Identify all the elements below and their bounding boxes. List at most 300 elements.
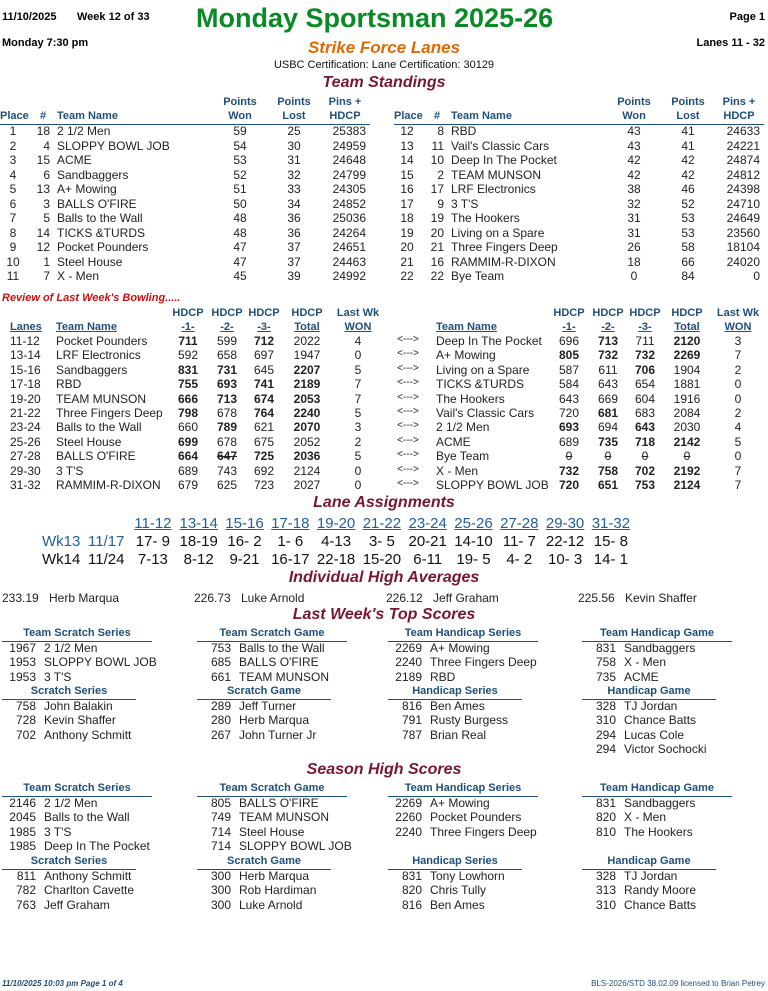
review-game-score: 718 — [634, 434, 656, 449]
score-value: 831 — [401, 869, 422, 883]
score-value: 2146 — [9, 796, 36, 810]
arrow-separator: <---> — [397, 348, 419, 360]
standings-team-number: 5 — [43, 211, 50, 225]
lane-pair-header: 29-30 — [545, 515, 585, 532]
review-game-score: 674 — [253, 391, 275, 406]
day-time: Monday 7:30 pm — [2, 37, 89, 49]
col-place: Place — [0, 110, 29, 122]
lane-pair-header: 21-22 — [362, 515, 402, 532]
score-name: Jeff Turner — [239, 699, 297, 713]
review-won: 5 — [734, 434, 742, 449]
lane-matchup: 22-12 — [545, 533, 585, 550]
score-value: 310 — [595, 713, 616, 728]
standings-team-name: Three Fingers Deep — [451, 240, 558, 254]
review-lanes: 13-14 — [10, 348, 41, 363]
standings-pins: 24305 — [332, 182, 366, 196]
standings-header-rule — [0, 124, 370, 125]
score-value: 294 — [595, 742, 616, 757]
standings-team-name: BALLS O'FIRE — [57, 196, 137, 211]
review-total: 2036 — [293, 449, 321, 464]
week-label: Wk13 — [42, 533, 81, 550]
score-name: 2 1/2 Men — [44, 641, 98, 655]
col-game: -3- — [638, 321, 652, 333]
standings-points-won: 59 — [233, 124, 247, 138]
standings-team-name: The Hookers — [451, 211, 520, 225]
review-game-score: 625 — [216, 478, 238, 492]
week-date: 11/24 — [88, 551, 125, 568]
standings-team-number: 6 — [43, 167, 50, 182]
score-name: Rob Hardiman — [239, 883, 317, 898]
review-game-score: 683 — [634, 406, 656, 420]
block-heading: Team Scratch Series — [23, 627, 131, 639]
standings-points-won: 51 — [233, 182, 247, 196]
standings-team-name: Sandbaggers — [57, 167, 129, 182]
score-value: 749 — [210, 810, 231, 825]
col-points-lost: Lost — [282, 110, 306, 122]
score-value: 328 — [595, 869, 616, 883]
standings-points-won: 48 — [233, 211, 247, 225]
review-total: 2030 — [673, 420, 701, 435]
standings-points-won: 42 — [627, 167, 641, 182]
col-hdcp: HDCP — [592, 307, 624, 319]
score-name: BALLS O'FIRE — [239, 796, 319, 810]
review-game-score: 592 — [177, 348, 199, 363]
standings-place: 4 — [9, 167, 17, 182]
standings-points-lost: 66 — [681, 254, 695, 269]
score-name: RBD — [430, 669, 456, 684]
standings-team-number: 22 — [430, 269, 444, 283]
block-heading: Team Scratch Game — [219, 627, 325, 639]
standings-points-won: 26 — [627, 240, 641, 254]
review-game-score: 732 — [558, 463, 580, 478]
standings-points-won: 43 — [627, 138, 641, 153]
report-date: 11/10/2025 — [2, 11, 57, 23]
standings-pins: 24649 — [726, 211, 760, 225]
standings-place: 19 — [400, 225, 414, 240]
review-team-name: Bye Team — [436, 449, 490, 464]
score-name: Pocket Pounders — [430, 810, 522, 825]
score-name: SLOPPY BOWL JOB — [44, 655, 157, 670]
standings-pins: 18104 — [726, 240, 760, 254]
standings-place: 11 — [6, 269, 20, 283]
review-game-score: 711 — [635, 334, 655, 348]
score-value: 300 — [210, 883, 231, 898]
score-name: 3 T'S — [44, 669, 72, 684]
footer-right: BLS-2026/STD 38.02.09 licensed to Brian Petrey — [591, 979, 765, 988]
review-won: 7 — [734, 348, 742, 363]
score-value: 661 — [210, 669, 231, 684]
standings-pins: 24799 — [332, 167, 366, 182]
standings-pins: 24264 — [332, 225, 366, 240]
standings-pins: 0 — [753, 269, 760, 283]
review-lanes: 29-30 — [10, 463, 41, 478]
review-game-score: 712 — [253, 334, 275, 348]
review-game-score: 643 — [558, 391, 580, 406]
standings-place: 21 — [400, 254, 414, 269]
score-name: Rusty Burgess — [430, 713, 509, 728]
review-won: 5 — [354, 362, 362, 377]
col-game: -3- — [257, 321, 271, 333]
review-lanes: 23-24 — [10, 420, 41, 435]
standings-points-lost: 41 — [681, 124, 695, 138]
standings-team-name: Deep In The Pocket — [451, 153, 557, 167]
col-pins-hdcp: Pins + — [722, 96, 756, 108]
standings-points-lost: 37 — [287, 240, 301, 254]
review-game-score: 699 — [177, 434, 199, 449]
col-pins-hdcp: HDCP — [723, 110, 755, 122]
col-hdcp: HDCP — [291, 307, 323, 319]
review-team-name: RBD — [56, 377, 82, 392]
standings-team-number: 16 — [430, 254, 444, 269]
standings-team-number: 14 — [36, 225, 50, 240]
score-value: 758 — [595, 655, 616, 670]
block-heading: Handicap Game — [607, 685, 691, 697]
block-heading: Handicap Series — [412, 685, 498, 697]
review-game-score: 669 — [597, 391, 619, 406]
standings-pins: 24398 — [726, 182, 760, 196]
standings-team-number: 17 — [430, 182, 444, 196]
high-average-name: Jeff Graham — [433, 591, 499, 605]
high-average-value: 226.73 — [194, 591, 231, 605]
review-total: 1916 — [673, 391, 701, 406]
lane-matchup: 17- 9 — [135, 533, 170, 550]
standings-points-won: 52 — [233, 167, 247, 182]
review-game-score: 681 — [597, 406, 619, 420]
standings-place: 15 — [400, 167, 414, 182]
lane-matchup: 19- 5 — [456, 551, 491, 568]
review-game-score: 720 — [558, 478, 580, 492]
standings-points-won: 38 — [627, 182, 641, 196]
review-won: 0 — [354, 348, 362, 363]
review-game-score: 697 — [253, 348, 275, 363]
review-game-score: 731 — [216, 362, 238, 377]
standings-team-number: 19 — [430, 211, 444, 225]
review-lanes: 31-32 — [10, 478, 41, 492]
review-team-name: BALLS O'FIRE — [56, 449, 136, 464]
review-team-name: TEAM MUNSON — [56, 391, 146, 406]
score-name: Chris Tully — [430, 883, 487, 898]
score-value: 2189 — [395, 669, 422, 684]
review-lanes: 11-12 — [10, 334, 40, 348]
standings-points-lost: 42 — [681, 153, 695, 167]
standings-points-won: 31 — [627, 211, 641, 225]
score-name: Balls to the Wall — [239, 641, 325, 655]
standings-points-lost: 84 — [681, 269, 695, 283]
score-value: 753 — [210, 641, 231, 655]
score-name: TJ Jordan — [624, 869, 678, 883]
review-game-score: 693 — [558, 420, 580, 435]
score-value: 310 — [595, 897, 616, 912]
review-won: 7 — [354, 391, 362, 406]
standings-team-number: 15 — [36, 153, 50, 167]
score-value: 831 — [595, 641, 616, 655]
review-won: 7 — [734, 478, 742, 492]
standings-place: 17 — [400, 196, 414, 211]
col-points-lost: Points — [277, 96, 311, 108]
high-average-value: 233.19 — [2, 591, 39, 605]
standings-pins: 24651 — [332, 240, 366, 254]
standings-team-number: 12 — [36, 240, 50, 254]
review-game-score: 604 — [634, 391, 656, 406]
col-number: # — [433, 110, 441, 122]
arrow-separator: <---> — [397, 463, 419, 475]
standings-place: 22 — [400, 269, 414, 283]
review-game-score: 713 — [597, 334, 619, 348]
review-lanes: 25-26 — [10, 434, 41, 449]
score-value: 300 — [210, 897, 231, 912]
review-game-score: 651 — [597, 478, 619, 492]
block-heading: Scratch Game — [227, 685, 301, 697]
review-total: 2027 — [293, 478, 321, 492]
review-team-name: TICKS &TURDS — [436, 377, 525, 392]
score-name: Sandbaggers — [624, 641, 696, 655]
standings-place: 7 — [9, 211, 17, 225]
review-game-score: 692 — [253, 463, 275, 478]
lane-matchup: 6-11 — [413, 551, 443, 568]
col-number: # — [39, 110, 47, 122]
review-game-score: 753 — [634, 478, 656, 492]
standings-place: 18 — [400, 211, 414, 225]
review-team-name: Balls to the Wall — [56, 420, 142, 435]
standings-team-number: 11 — [431, 138, 444, 153]
review-team-name: 2 1/2 Men — [436, 420, 490, 435]
col-team-name: Team Name — [436, 321, 497, 333]
standings-points-lost: 42 — [681, 167, 695, 182]
block-heading: Team Handicap Series — [404, 782, 522, 794]
review-team-name: Steel House — [56, 434, 122, 449]
arrow-separator: <---> — [397, 406, 419, 417]
standings-team-name: RBD — [451, 124, 477, 138]
review-game-score: 689 — [558, 434, 580, 449]
score-value: 714 — [210, 824, 231, 839]
review-won: 7 — [734, 463, 742, 478]
standings-points-lost: 36 — [287, 225, 301, 240]
standings-points-won: 48 — [233, 225, 247, 240]
review-game-score: 658 — [216, 348, 238, 363]
lane-matchup: 20-21 — [408, 533, 447, 550]
col-game: -1- — [562, 321, 576, 333]
standings-title: Team Standings — [322, 74, 446, 91]
block-heading: Scratch Series — [30, 855, 108, 867]
lane-pair-header: 31-32 — [591, 515, 631, 532]
score-value: 300 — [210, 869, 231, 883]
score-name: A+ Mowing — [430, 641, 490, 655]
standings-pins: 25036 — [332, 211, 366, 225]
review-won: 0 — [734, 391, 742, 406]
col-game: -1- — [181, 321, 195, 333]
standings-place: 12 — [400, 124, 414, 138]
high-averages-title: Individual High Averages — [288, 569, 480, 586]
standings-pins: 24874 — [726, 153, 760, 167]
standings-points-won: 32 — [627, 196, 641, 211]
score-value: 735 — [595, 669, 616, 684]
review-game-score: 743 — [216, 463, 238, 478]
lane-assignments-title: Lane Assignments — [313, 494, 455, 511]
review-won: 0 — [734, 377, 742, 392]
review-total: 2189 — [293, 377, 321, 392]
standings-points-won: 47 — [233, 254, 247, 269]
score-name: X - Men — [624, 655, 667, 670]
review-game-score: 599 — [216, 334, 238, 348]
standings-points-lost: 41 — [681, 138, 695, 153]
standings-team-number: 2 — [437, 167, 444, 182]
high-average-value: 225.56 — [578, 591, 615, 605]
standings-place: 3 — [9, 153, 17, 167]
score-value: 787 — [401, 727, 422, 742]
standings-team-number: 18 — [36, 124, 50, 138]
score-value: 313 — [595, 883, 616, 898]
review-won: 0 — [354, 478, 362, 492]
standings-team-number: 13 — [36, 182, 50, 196]
score-value: 820 — [595, 810, 616, 825]
score-name: Herb Marqua — [239, 869, 310, 883]
score-value: 280 — [210, 713, 231, 728]
score-name: BALLS O'FIRE — [239, 655, 319, 670]
score-name: Charlton Cavette — [44, 883, 135, 898]
score-name: Kevin Shaffer — [44, 713, 116, 728]
standings-points-won: 50 — [233, 196, 247, 211]
score-value: 820 — [401, 883, 422, 898]
col-last-week: Last Wk — [336, 307, 380, 319]
standings-header-rule — [394, 124, 764, 125]
review-team-name: A+ Mowing — [436, 348, 496, 363]
standings-pins: 24852 — [332, 196, 366, 211]
review-game-score: 723 — [253, 478, 275, 492]
block-heading: Team Scratch Game — [219, 782, 325, 794]
standings-points-lost: 58 — [681, 240, 695, 254]
col-points-won: Won — [622, 110, 646, 122]
review-team-name: LRF Electronics — [56, 348, 141, 363]
standings-points-lost: 36 — [287, 211, 301, 225]
col-team-name: Team Name — [451, 110, 512, 122]
review-game-score: 696 — [558, 334, 580, 348]
standings-team-name: RAMMIM-R-DIXON — [451, 254, 556, 269]
standings-team-name: TICKS &TURDS — [57, 225, 146, 240]
review-lanes: 17-18 — [10, 377, 41, 392]
score-value: 2269 — [395, 641, 422, 655]
lane-matchup: 14- 1 — [593, 551, 628, 568]
review-total: 2070 — [293, 420, 321, 435]
score-name: John Turner Jr — [239, 727, 317, 742]
score-value: 831 — [595, 796, 616, 810]
review-game-score: 732 — [597, 348, 619, 363]
score-name: Ben Ames — [430, 897, 485, 912]
review-game-score: 831 — [177, 362, 199, 377]
review-game-score: 0 — [565, 449, 573, 464]
col-total: Total — [674, 321, 700, 333]
review-won: 4 — [354, 334, 362, 348]
score-name: Deep In The Pocket — [44, 839, 150, 854]
review-game-score: 711 — [178, 334, 198, 348]
standings-team-number: 10 — [430, 153, 444, 167]
standings-points-won: 0 — [630, 269, 638, 283]
score-value: 758 — [15, 699, 36, 713]
review-won: 2 — [734, 406, 742, 420]
score-value: 791 — [401, 713, 422, 728]
review-game-score: 679 — [177, 478, 199, 492]
review-total: 0 — [683, 449, 691, 464]
standings-team-number: 20 — [430, 225, 444, 240]
score-name: Lucas Cole — [624, 727, 685, 742]
review-game-score: 725 — [253, 449, 275, 464]
standings-place: 6 — [9, 196, 17, 211]
score-name: Chance Batts — [624, 713, 697, 728]
col-points-lost: Points — [671, 96, 705, 108]
col-hdcp: HDCP — [671, 307, 703, 319]
standings-team-name: 2 1/2 Men — [57, 124, 111, 138]
score-value: 2240 — [395, 655, 422, 670]
score-name: 2 1/2 Men — [44, 796, 98, 810]
col-points-won: Points — [223, 96, 257, 108]
standings-points-lost: 39 — [287, 269, 301, 283]
lane-pair-header: 17-18 — [271, 515, 310, 532]
review-total: 2269 — [673, 348, 701, 363]
col-hdcp: HDCP — [248, 307, 280, 319]
review-game-score: 689 — [177, 463, 199, 478]
review-game-score: 713 — [216, 391, 238, 406]
score-name: X - Men — [624, 810, 667, 825]
lane-matchup: 3- 5 — [368, 533, 395, 550]
standings-place: 5 — [9, 182, 17, 196]
review-game-score: 660 — [177, 420, 199, 435]
review-won: 5 — [354, 406, 362, 420]
review-total: 2053 — [293, 391, 321, 406]
review-game-score: 584 — [558, 377, 580, 392]
score-value: 1985 — [9, 824, 36, 839]
review-game-score: 643 — [634, 420, 656, 435]
standings-team-name: Bye Team — [451, 269, 505, 283]
score-value: 267 — [210, 727, 231, 742]
score-value: 816 — [401, 897, 422, 912]
review-team-name: Pocket Pounders — [56, 334, 148, 348]
review-game-score: 0 — [641, 449, 649, 464]
score-value: 1967 — [9, 641, 36, 655]
standings-pins: 24812 — [726, 167, 760, 182]
block-heading: Scratch Series — [30, 685, 108, 697]
col-game: -2- — [601, 321, 615, 333]
review-won: 0 — [354, 463, 362, 478]
standings-team-number: 1 — [43, 254, 50, 269]
score-value: 1953 — [9, 655, 36, 670]
review-team-name: Three Fingers Deep — [56, 406, 163, 420]
standings-place: 2 — [9, 138, 17, 153]
review-total: 2022 — [293, 334, 321, 348]
standings-points-won: 54 — [233, 138, 247, 153]
review-total: 2240 — [293, 406, 321, 420]
standings-pins: 25383 — [332, 124, 366, 138]
review-total: 2142 — [673, 434, 701, 449]
score-name: Ben Ames — [430, 699, 485, 713]
standings-place: 16 — [400, 182, 414, 196]
standings-team-number: 7 — [43, 269, 50, 283]
lane-matchup: 8-12 — [183, 551, 214, 568]
footer-left: 11/10/2025 10:03 pm Page 1 of 4 — [2, 979, 123, 988]
block-heading: Team Handicap Series — [404, 627, 522, 639]
review-team-name: Living on a Spare — [436, 362, 530, 377]
score-value: 1985 — [9, 839, 36, 854]
block-heading: Team Handicap Game — [599, 782, 715, 794]
standings-place: 1 — [9, 124, 17, 138]
score-name: Tony Lowhorn — [430, 869, 505, 883]
score-value: 2045 — [9, 810, 36, 825]
standings-place: 8 — [9, 225, 17, 240]
score-value: 294 — [595, 727, 616, 742]
high-average-name: Herb Marqua — [49, 591, 120, 605]
standings-team-name: ACME — [57, 153, 92, 167]
review-team-name: The Hookers — [436, 391, 505, 406]
review-team-name: X - Men — [436, 463, 479, 478]
standings-pins: 24221 — [726, 138, 760, 153]
